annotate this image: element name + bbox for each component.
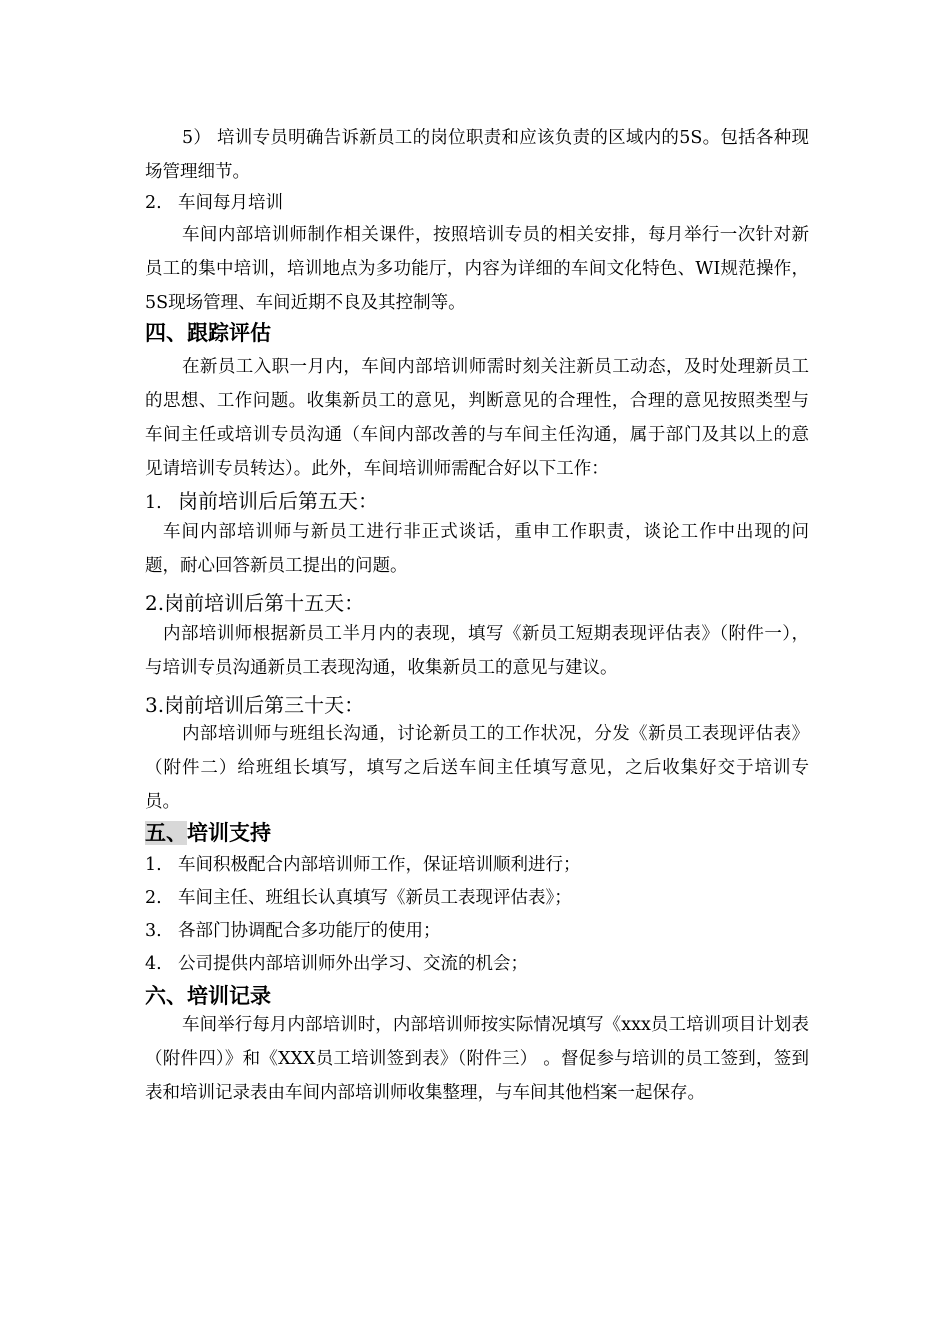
paragraph-monthly-training: 车间内部培训师制作相关课件，按照培训专员的相关安排，每月举行一次针对新员工的集中培训，培训地点为多功能厅，内容为详细的车间文化特色、WI规范操作，5S现场管理、车间近期不良及其控制等。 xyxy=(145,225,809,313)
list-text: 车间每月培训 xyxy=(178,193,283,213)
list-number: 2. xyxy=(145,193,162,213)
section-heading-records: 六、培训记录 xyxy=(145,984,271,1008)
subheading-text: 岗前培训后后第五天： xyxy=(178,489,378,513)
paragraph-day-5: 车间内部培训师与新员工进行非正式谈话，重申工作职责，谈论工作中出现的问题，耐心回答新员工提出的问题。 xyxy=(145,522,809,576)
paragraph-item-5: 5） 培训专员明确告诉新员工的岗位职责和应该负责的区域内的5S。包括各种现场管理细节。 xyxy=(145,128,809,182)
paragraph-records: 车间举行每月内部培训时，内部培训师按实际情况填写《xxx员工培训项目计划表（附件四）》和《XXX员工培训签到表》（附件三） 。督促参与培训的员工签到，签到表和培训记录表由车间内部培训师收集整理，与车间其他档案一起保存。 xyxy=(145,1015,809,1103)
list-text: 车间积极配合内部培训师工作，保证培训顺利进行； xyxy=(178,855,581,875)
paragraph-day-30: 内部培训师与班组长沟通，讨论新员工的工作状况，分发《新员工表现评估表》（附件二）给班组长填写，填写之后送车间主任填写意见，之后收集好交于培训专员。 xyxy=(145,724,809,812)
list-text: 车间主任、班组长认真填写《新员工表现评估表》； xyxy=(178,888,572,908)
list-number: 4. xyxy=(145,954,162,974)
paragraph-day-15: 内部培训师根据新员工半月内的表现，填写《新员工短期表现评估表》（附件一），与培训专员沟通新员工表现沟通，收集新员工的意见与建议。 xyxy=(145,624,809,678)
list-number: 1. xyxy=(145,493,162,513)
list-item-monthly-training xyxy=(145,188,283,218)
subheading-day-15: 2.岗前培训后第十五天： xyxy=(145,591,365,615)
list-text: 各部门协调配合多功能厅的使用； xyxy=(178,921,441,941)
section-heading-tracking: 四、跟踪评估 xyxy=(145,321,271,345)
list-number: 3. xyxy=(145,921,162,941)
support-item-3 xyxy=(145,916,441,946)
section-heading-support xyxy=(145,818,271,848)
list-text: 公司提供内部培训师外出学习、交流的机会； xyxy=(178,954,528,974)
support-item-1 xyxy=(145,850,581,880)
subheading-day-30: 3.岗前培训后第三十天： xyxy=(145,693,365,717)
list-number: 1. xyxy=(145,855,162,875)
highlighted-text: 五、 xyxy=(145,821,187,845)
support-item-2 xyxy=(145,883,572,913)
heading-text: 培训支持 xyxy=(187,821,271,845)
paragraph-tracking: 在新员工入职一月内，车间内部培训师需时刻关注新员工动态，及时处理新员工的思想、工作问题。收集新员工的意见，判断意见的合理性，合理的意见按照类型与车间主任或培训专员沟通（车间内部改善的与车间主任沟通，属于部门及其以上的意见请培训专员转达）。此外，车间培训师需配合好以下工作： xyxy=(145,357,809,479)
subheading-day-5 xyxy=(145,486,378,518)
list-number: 2. xyxy=(145,888,162,908)
support-item-4 xyxy=(145,949,528,979)
